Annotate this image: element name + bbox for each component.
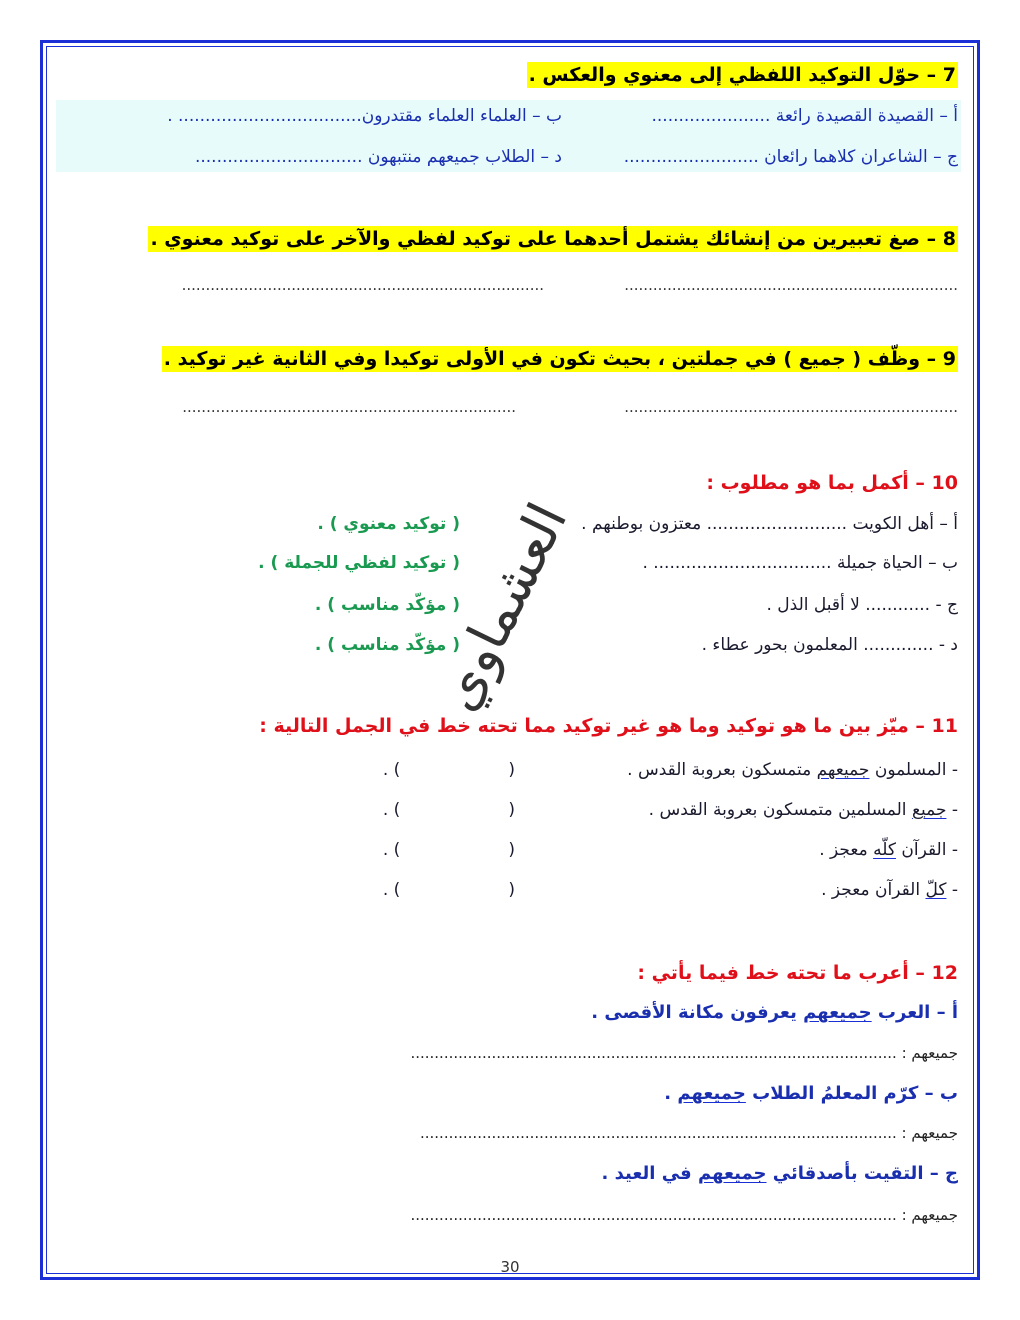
q11-answer-paren[interactable]: ( ) . (382, 800, 515, 820)
q10-hint-a: ( توكيد معنوي ) . (317, 514, 460, 534)
q8-answer-line-1[interactable]: ...................................................................... (624, 276, 958, 294)
q7-title: 7 – حوّل التوكيد اللفظي إلى معنوي والعكس . (528, 64, 956, 86)
q10-hint-d: ( مؤكّد مناسب ) . (314, 635, 460, 655)
q10-title: 10 – أكمل بما هو مطلوب : (706, 472, 958, 494)
q8-answer-line-2[interactable]: ............................................................................ (181, 276, 544, 294)
q12-sentence-b: ب – كرّم المعلمُ الطلاب جميعهم . (664, 1083, 958, 1104)
q11-answer-paren[interactable]: ( ) . (382, 760, 515, 780)
q12-sentence-c: ج – التقيت بأصدقائي جميعهم في العيد . (601, 1163, 958, 1184)
q10-hint-b: ( توكيد لفظي للجملة ) . (258, 553, 460, 573)
q12-title: 12 – أعرب ما تحته خط فيما يأتي : (637, 962, 958, 984)
q11-answer-paren[interactable]: ( ) . (382, 840, 515, 860)
q10-item-a: أ – أهل الكويت .......................... معتزون بوطنهم . (581, 514, 958, 534)
q7-item-c: ج – الشاعران كلاهما رائعان ......................... (623, 147, 958, 167)
q7-item-a: أ – القصيدة القصيدة رائعة ...................... (651, 106, 958, 126)
q12-sentence-a: أ – العرب جميعهم يعرفون مكانة الأقصى . (591, 1002, 958, 1023)
watermark-signature: العشماوي (425, 493, 580, 721)
q11-item: - القرآن كلّه معجز . (819, 840, 958, 860)
q12-answer-c[interactable]: جميعهم : ...................................................................................................... (410, 1206, 958, 1224)
q11-title: 11 – ميّز بين ما هو توكيد وما هو غير توكيد مما تحته خط في الجمل التالية : (259, 715, 958, 737)
q12-answer-a[interactable]: جميعهم : ...................................................................................................... (410, 1044, 958, 1062)
q10-hint-c: ( مؤكّد مناسب ) . (314, 595, 460, 615)
q9-answer-line-2[interactable]: ...................................................................... (182, 398, 516, 416)
page-number: 30 (500, 1258, 520, 1276)
q7-item-b: ب – العلماء العلماء مقتدرون.................................. . (167, 106, 562, 126)
q7-item-d: د – الطلاب جميعهم منتبهون ............................... (194, 147, 562, 167)
q11-item: - المسلمون جميعهم متمسكون بعروبة القدس . (627, 760, 958, 780)
q10-item-b: ب – الحياة جميلة ................................. . (642, 553, 958, 573)
q10-item-d: د - ............. المعلمون بحور عطاء . (701, 635, 958, 655)
q9-answer-line-1[interactable]: ...................................................................... (624, 398, 958, 416)
q9-title: 9 – وظّف ( جميع ) في جملتين ، بحيث تكون في الأولى توكيدا وفي الثانية غير توكيد . (163, 348, 956, 370)
q11-item: - جميع المسلمين متمسكون بعروبة القدس . (648, 800, 958, 820)
q8-title: 8 – صغ تعبيرين من إنشائك يشتمل أحدهما على توكيد لفظي والآخر على توكيد معنوي . (150, 228, 956, 250)
q10-item-c: ج - ............ لا أقبل الذل . (766, 595, 958, 615)
q12-answer-b[interactable]: جميعهم : .................................................................................................... (419, 1124, 958, 1142)
q11-item: - كلّ القرآن معجز . (821, 880, 958, 900)
q11-answer-paren[interactable]: ( ) . (382, 880, 515, 900)
